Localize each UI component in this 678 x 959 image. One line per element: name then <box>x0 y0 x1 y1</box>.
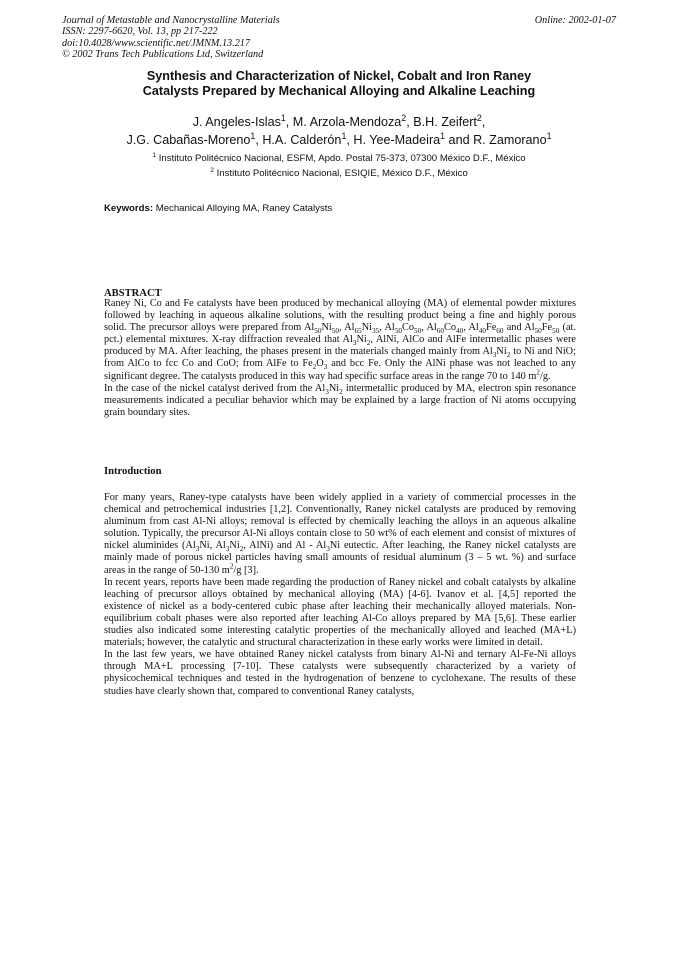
affil-mark: 2 <box>210 166 214 174</box>
author-line-2 <box>70 131 608 149</box>
formula: $Al_3Ni_2$ <box>482 346 511 360</box>
affiliation-1 <box>70 151 608 166</box>
online-date: Online: 2002-01-07 <box>534 15 616 26</box>
text-run: In the case of the nickel catalyst derived from the <box>104 382 315 394</box>
journal-issn: ISSN: 2297-6620, Vol. 13, pp 217-222 <box>62 26 218 38</box>
intro-paragraph-2: In recent years, reports have been made regarding the production of Raney nickel and cobalt catalysts by alkaline leaching of precursor alloys obtained by mechanical alloying (MA) [4-6]. Ivanov et al. [4,5] reported the existence of nickel as a body-centered cubic phase after leaching their mechanically alloyed materials. Non-equilibrium cobalt phases were also reported after leaching Al-Co alloys prepared by MA [5,6]. These earlier studies also indicated some interesting catalytic properties of the mechanically alloyed and leached (MA+L) materials; however, the catalytic and structural characterization in these early works were limited in detail. <box>104 576 576 649</box>
abstract-heading: ABSTRACT <box>104 288 162 299</box>
text-run: Raney Ni, Co and Fe catalysts have been produced by mechanical alloying (MA) of elemental powder mixtures followed by leaching in aqueous alkaline solutions, with the resulting product being a fine and highly porous solid. The precursor alloys were prepared from <box>104 298 576 334</box>
separator: , <box>285 115 293 129</box>
separator: , <box>406 115 414 129</box>
title-line-2: Catalysts Prepared by Mechanical Alloying and Alkaline Leaching <box>142 84 536 98</box>
formula: $Fe_2O_3$ <box>302 358 328 372</box>
text-run: eutectic. After leaching, the Raney nickel catalysts are mainly made of porous nickel particles having small amounts of residual aluminum (3 – 5 wt. %) and surface areas in the range of 50-130 m <box>104 540 576 576</box>
abstract-body <box>104 298 576 419</box>
text-run: , AlNi) and Al - <box>243 540 316 552</box>
keywords-text: Mechanical Alloying MA, Raney Catalysts <box>153 203 333 214</box>
formula: $Al_{40}Fe_{60}$ <box>468 322 504 336</box>
author: H.A. Calderón <box>262 133 342 147</box>
author-affil-mark: 1 <box>440 130 446 141</box>
formula: $Al_3Ni_2$ <box>342 334 371 348</box>
formula: $Al_3Ni_2$ <box>314 382 343 396</box>
text-run: (at. pct.) elemental mixtures. X-ray diffraction revealed that <box>104 322 576 346</box>
author-affil-mark: 2 <box>476 112 482 123</box>
text-run: to Ni and NiO; from AlCo to fcc Co and CoO; from AlFe to <box>104 346 576 370</box>
intro-paragraph-3: In the last few years, we have obtained Raney nickel catalysts from binary Al-Ni and ternary Al-Fe-Ni alloys through MA+L processing [7-10]. These catalysts were subsequently characterized by a variety of physicochemical techniques and tested in the hydrogenation of benzene to cyclohexane. The results of these studies have clearly shown that, compared to conventional Raney catalysts, <box>104 649 576 697</box>
text-run: and bcc Fe. Only the AlNi phase was not leached to any significant degree. The catalysts produced in this way had specific surface areas in the range 70 to 140 m <box>104 358 576 382</box>
author: J. Angeles-Islas <box>192 115 281 129</box>
formula: $Al_{50}Co_{50}$ <box>384 322 422 336</box>
affiliation-2 <box>70 166 608 181</box>
introduction-body <box>104 492 576 698</box>
author: M. Arzola-Mendoza <box>292 115 402 129</box>
author: J.G. Cabañas-Moreno <box>126 133 251 147</box>
author-affil-mark: 1 <box>341 130 347 141</box>
text-run: /g [3]. <box>233 564 259 576</box>
affiliations <box>70 151 608 181</box>
formula: $Al_{50}Ni_{50}$ <box>303 322 339 336</box>
journal-copyright: © 2002 Trans Tech Publications Ltd, Switzerland <box>62 49 264 61</box>
separator: , <box>481 115 486 129</box>
author-line-1 <box>70 113 608 131</box>
introduction-heading: Introduction <box>104 466 162 477</box>
author: B.H. Zeifert <box>413 115 477 129</box>
author-list <box>70 113 608 149</box>
affil-mark: 1 <box>152 151 157 159</box>
author: H. Yee-Madeira <box>353 133 441 147</box>
abstract-paragraph-1: Raney Ni, Co and Fe catalysts have been produced by mechanical alloying (MA) of elemental powder mixtures followed by leaching in aqueous alkaline solutions, with the resulting product being a fine and highly porous solid. The precursor alloys were prepared from $Al_{50}Ni_{50}$, $Al_{65}Ni_{35}$, $Al_{50}Co_{50}$, $Al_{60}Co_{40}$, $Al_{40}Fe_{60}$ and $Al_{50}Fe_{50}$ (at. pct.) elemental mixtures. X-ray diffraction revealed that $Al_3Ni_2$, AlNi, AlCo and AlFe intermetallic phases were produced by MA. After leaching, the phases present in the materials changed mainly from $Al_3Ni_2$ to Ni and NiO; from AlCo to fcc Co and CoO; from AlFe to $Fe_2O_3$ and bcc Fe. Only the AlNi phase was not leached to any significant degree. The catalysts produced in this way had specific surface areas in the range 70 to 140 $m^2/g$. <box>104 298 576 382</box>
separator: , <box>346 133 354 147</box>
affil-text: Instituto Politécnico Nacional, ESFM, Apdo. Postal 75-373, 07300 México D.F., México <box>158 153 526 164</box>
paper-title <box>70 69 608 99</box>
text-run: intermetallic produced by MA, electron spin resonance measurements indicated a peculiar behavior which may be explained by a large fraction of Ni atoms occupying grain boundary sites. <box>104 382 576 418</box>
formula: $Al_{60}Co_{40}$ <box>426 322 464 336</box>
journal-name: Journal of Metastable and Nanocrystalline Materials <box>62 15 280 26</box>
text-run: /g. <box>540 370 551 382</box>
formula: $Al_3Ni_2$ <box>215 540 244 554</box>
separator: , <box>255 133 263 147</box>
affil-text: Instituto Politécnico Nacional, ESIQIE, México D.F., México <box>216 168 468 179</box>
title-line-1: Synthesis and Characterization of Nickel, Cobalt and Iron Raney <box>146 69 532 83</box>
text-run: , AlNi, AlCo and AlFe intermetallic phases were produced by MA. After leaching, the phases present in the materials changed mainly from <box>104 334 576 358</box>
author-affil-mark: 1 <box>280 112 286 123</box>
author-affil-mark: 1 <box>250 130 256 141</box>
formula: $Al_3Ni$ <box>185 540 210 554</box>
author: R. Zamorano <box>473 133 547 147</box>
formula: $Al_3Ni$ <box>315 540 341 554</box>
text-run: For many years, Raney-type catalysts have been widely applied in a variety of commercial processes in the chemical and petrochemical industries [1,2]. Conventionally, Raney nickel catalysts are produced by removing aluminum from cast Al-Ni alloys; removal is effected by chemically leaching the alloys in an aqueous alkaline solution. Typically, the precursor Al-Ni alloys contain close to 50 wt% of each element and consist of mixtures of nickel aluminides ( <box>104 492 576 552</box>
keywords <box>104 203 332 214</box>
journal-doi: doi:10.4028/www.scientific.net/JMNM.13.217 <box>62 37 250 49</box>
formula: $Al_{50}Fe_{50}$ <box>524 322 560 336</box>
journal-info <box>62 15 482 61</box>
abstract-paragraph-2 <box>104 383 576 419</box>
formula: $Al_{65}Ni_{35}$ <box>344 322 380 336</box>
keywords-label: Keywords: <box>104 203 154 214</box>
separator: and <box>445 133 474 147</box>
author-affil-mark: 1 <box>546 130 552 141</box>
intro-paragraph-1: For many years, Raney-type catalysts have been widely applied in a variety of commercial processes in the chemical and petrochemical industries [1,2]. Conventionally, Raney nickel catalysts are produced by removing aluminum from cast Al-Ni alloys; removal is effected by chemically leaching the alloys in an aqueous alkaline solution. Typically, the precursor Al-Ni alloys contain close to 50 wt% of each element and consist of mixtures of nickel aluminides ($Al_3Ni$, $Al_3Ni_2$, AlNi) and Al - $Al_3Ni$ eutectic. After leaching, the Raney nickel catalysts are mainly made of porous nickel particles having small amounts of residual aluminum (3 – 5 wt. %) and surface areas in the range of 50-130 $m^2/g$ [3]. <box>104 492 576 576</box>
author-affil-mark: 2 <box>401 112 407 123</box>
